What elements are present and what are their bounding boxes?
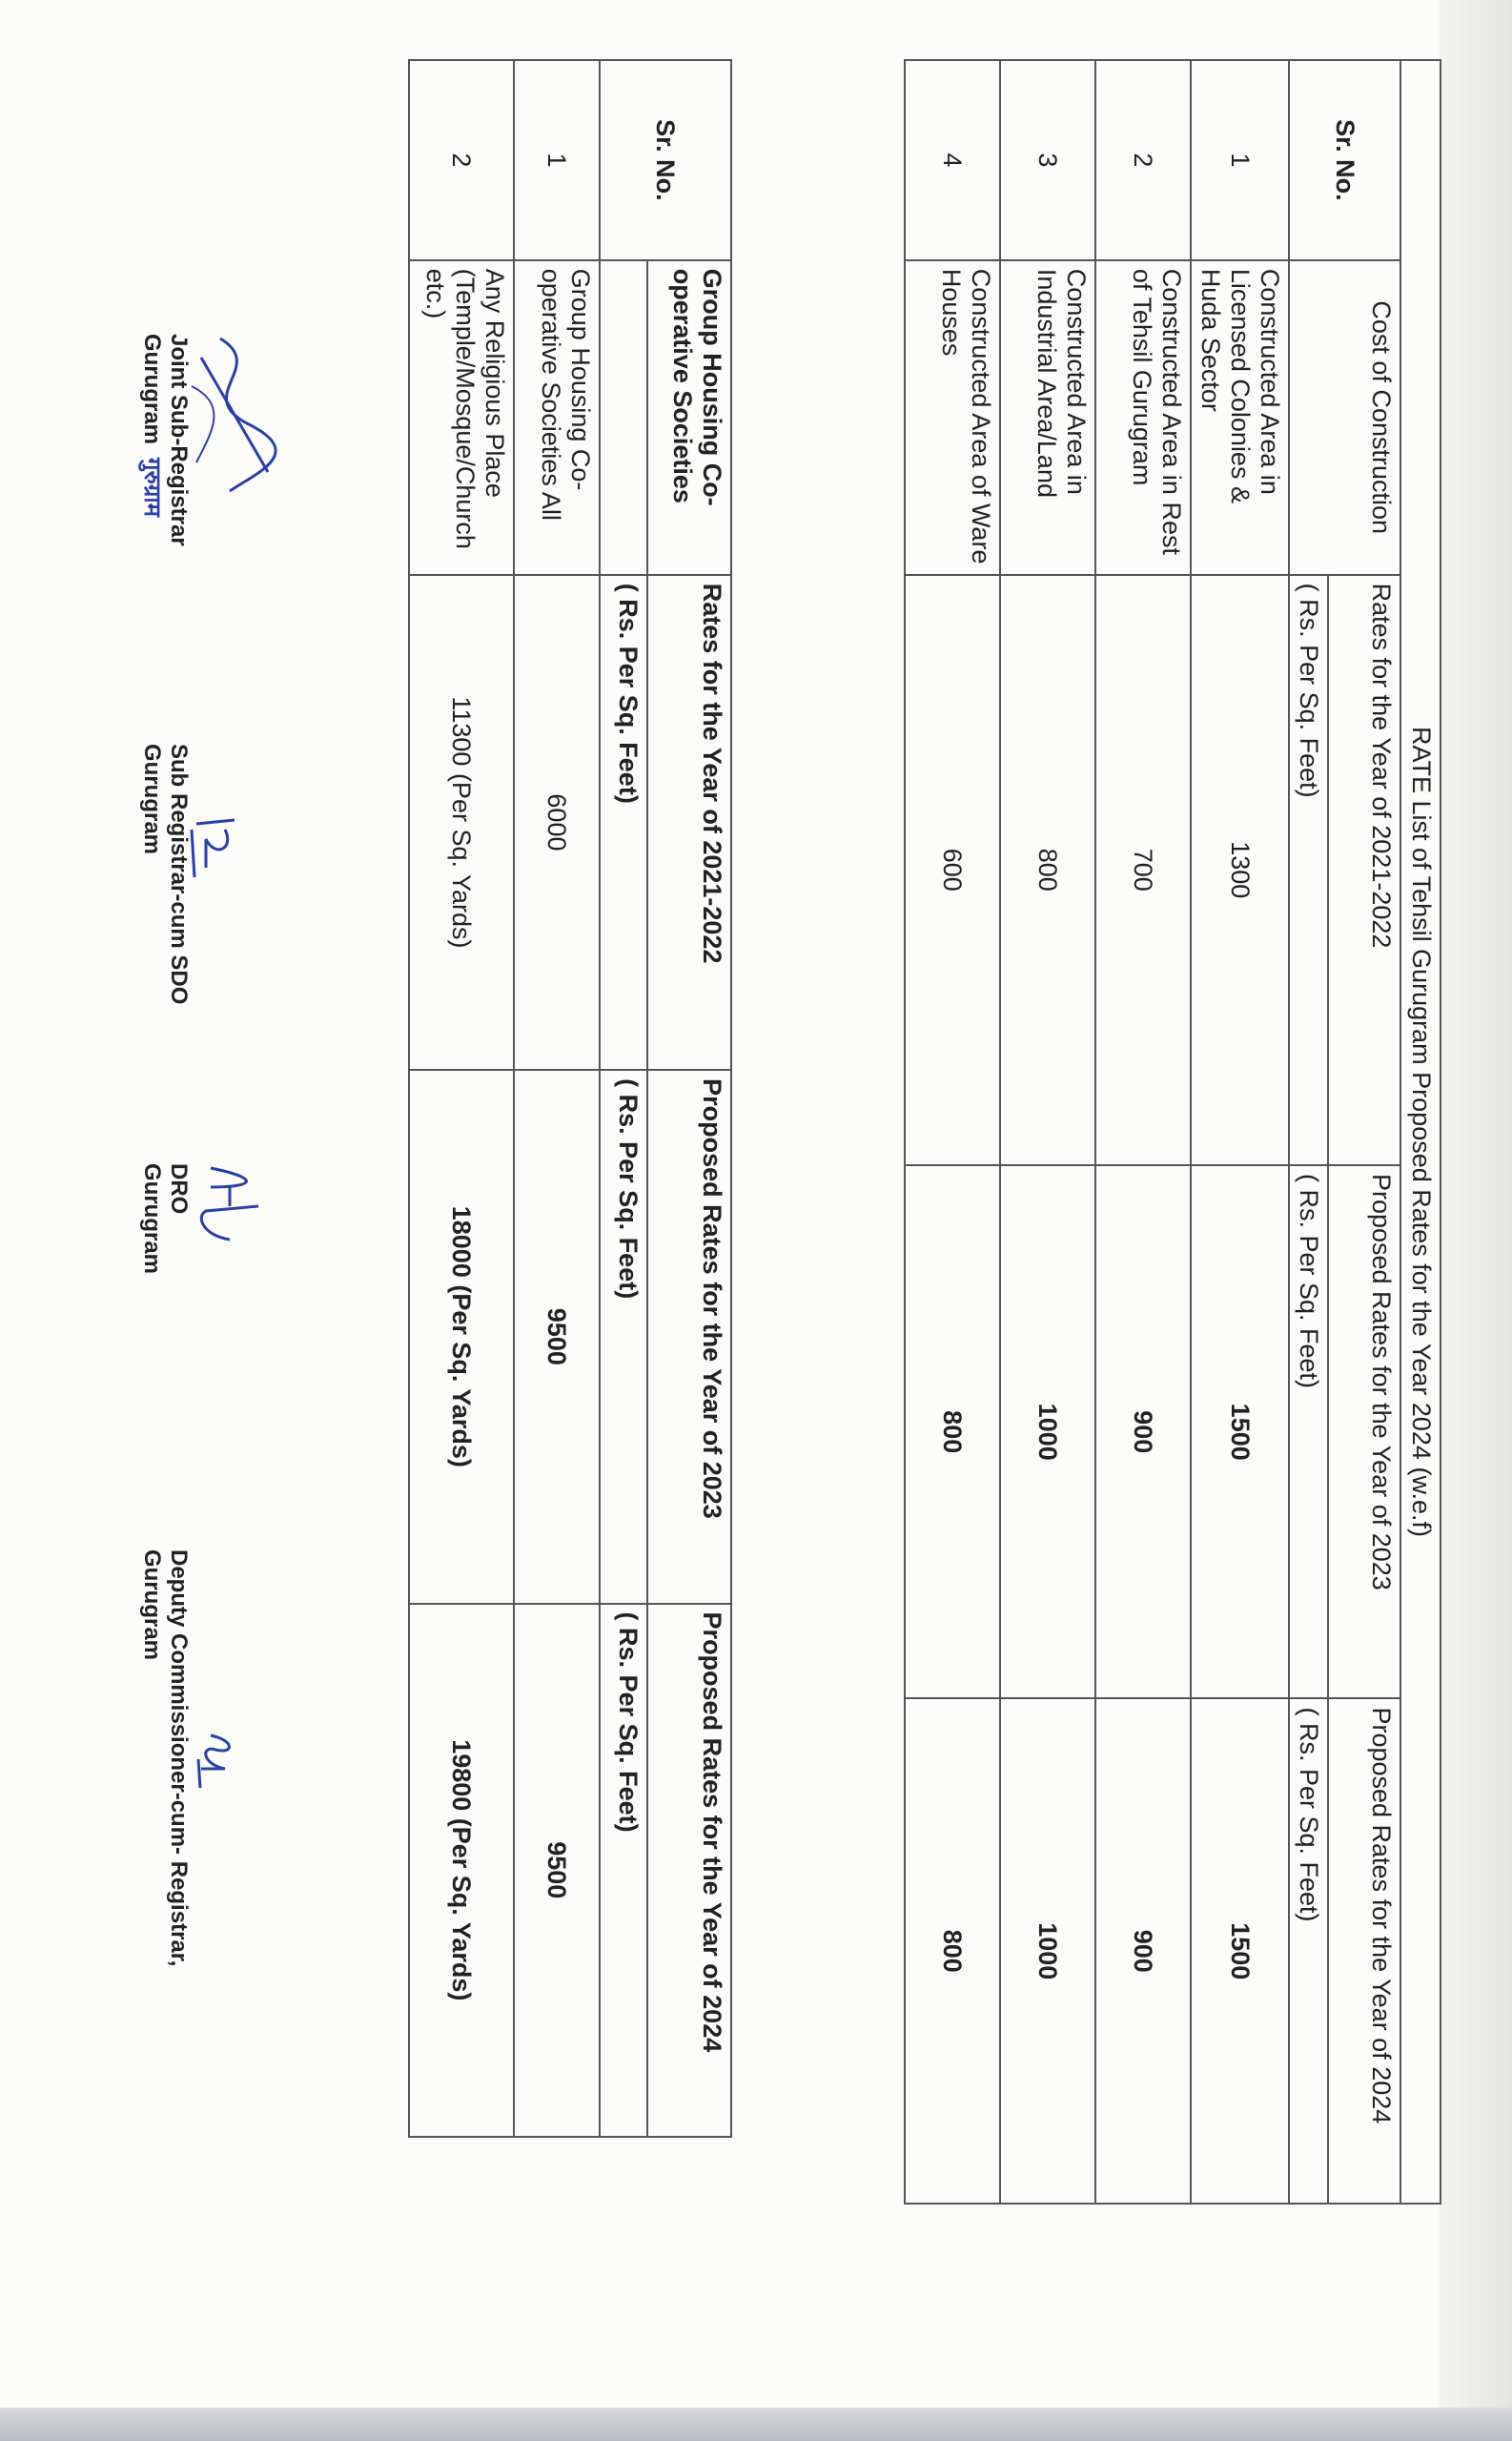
item-name: Constructed Area in Industrial Area/Land <box>1000 260 1095 575</box>
sig4-title: Deputy Commissioner-cum- Registrar, <box>166 1549 192 1967</box>
sig2-place: Gurugram <box>139 744 165 855</box>
table-row <box>409 60 514 2137</box>
table2-unit-2024: ( Rs. Per Sq. Feet) <box>600 1604 647 2137</box>
sr-no: 2 <box>1095 60 1191 260</box>
signature-dro <box>138 1163 192 1274</box>
table-row <box>1000 60 1095 2204</box>
rate-2024: 800 <box>905 1698 1000 2204</box>
rate-2023: 9500 <box>514 1070 600 1603</box>
construction-rate-table <box>904 59 1441 2205</box>
table2-unit-2022: ( Rs. Per Sq. Feet) <box>600 575 647 1070</box>
rate-2024: 900 <box>1095 1698 1191 2204</box>
table1-col2024-header: Proposed Rates for the Year of 2024 <box>1328 1698 1400 2204</box>
table-row <box>514 60 600 2137</box>
sr-no: 1 <box>514 60 600 260</box>
table1-item-header: Cost of Construction <box>1289 260 1400 575</box>
rate-2022: 700 <box>1095 575 1191 1165</box>
table1-unit-2023: ( Rs. Per Sq. Feet) <box>1289 1165 1328 1698</box>
dro-signature <box>187 1159 268 1244</box>
table2-col2022-header: Rates for the Year of 2021-2022 <box>647 575 731 1070</box>
rate-2023: 900 <box>1095 1165 1191 1698</box>
item-name: Constructed Area of Ware Houses <box>905 260 1000 575</box>
sig1-title: Joint Sub-Registrar <box>166 334 192 546</box>
table1-srno-header: Sr. No. <box>1289 60 1400 260</box>
table1-unit-2024: ( Rs. Per Sq. Feet) <box>1289 1698 1328 2204</box>
rate-2024: 1000 <box>1000 1698 1095 2204</box>
group-housing-rate-table <box>408 59 732 2138</box>
item-name: Constructed Area in Licensed Colonies & Huda Sector <box>1191 260 1289 575</box>
table2-item-header: Group Housing Co-operative Societies <box>647 260 731 575</box>
rate-2022: 600 <box>905 575 1000 1165</box>
rate-2022: 11300 (Per Sq. Yards) <box>409 575 514 1070</box>
rate-2022: 1300 <box>1191 575 1289 1165</box>
rate-2024: 9500 <box>514 1604 600 2137</box>
item-name: Any Religious Place (Temple/Mosque/Church etc.) <box>409 260 514 575</box>
table2-item-blank <box>600 260 647 575</box>
table-row <box>1191 60 1289 2204</box>
sr-no: 3 <box>1000 60 1095 260</box>
joint-sub-registrar-signature <box>177 329 287 501</box>
rate-2023: 1000 <box>1000 1165 1095 1698</box>
table1-unit-2022: ( Rs. Per Sq. Feet) <box>1289 575 1328 1165</box>
signature-sub-registrar <box>138 744 192 1004</box>
table-row <box>905 60 1000 2204</box>
table-row <box>1095 60 1191 2204</box>
table2-col2024-header: Proposed Rates for the Year of 2024 <box>647 1604 731 2137</box>
rate-2023: 800 <box>905 1165 1000 1698</box>
signature-joint-sub-registrar <box>138 334 192 546</box>
sr-no: 4 <box>905 60 1000 260</box>
sig2-title: Sub Registrar-cum SDO <box>166 744 192 1005</box>
sig1-stamp: गुरुग्राम <box>139 458 165 517</box>
sr-no: 1 <box>1191 60 1289 260</box>
sig3-title: DRO <box>166 1163 192 1215</box>
rate-2024: 1500 <box>1191 1698 1289 2204</box>
rate-2023: 1500 <box>1191 1165 1289 1698</box>
signature-deputy-commissioner <box>138 1549 192 1966</box>
sig4-place: Gurugram <box>139 1549 165 1661</box>
table1-col2023-header: Proposed Rates for the Year of 2023 <box>1328 1165 1400 1698</box>
table1-col2022-header: Rates for the Year of 2021-2022 <box>1328 575 1400 1165</box>
item-name: Group Housing Co-operative Societies All <box>514 260 600 575</box>
deputy-commissioner-signature <box>192 1726 244 1793</box>
table1-title: RATE List of Tehsil Gurugram Proposed Rates for the Year 2024 (w.e.f) <box>1400 60 1440 2204</box>
rate-2024: 19800 (Per Sq. Yards) <box>409 1604 514 2137</box>
sr-no: 2 <box>409 60 514 260</box>
sig1-place: Gurugram <box>139 334 165 445</box>
item-name: Constructed Area in Rest of Tehsil Gurugram <box>1095 260 1191 575</box>
sig3-place: Gurugram <box>139 1163 165 1275</box>
rate-2023: 18000 (Per Sq. Yards) <box>409 1070 514 1603</box>
table2-srno-header: Sr. No. <box>600 60 731 260</box>
table2-col2023-header: Proposed Rates for the Year of 2023 <box>647 1070 731 1603</box>
rate-2022: 6000 <box>514 575 600 1070</box>
table2-unit-2023: ( Rs. Per Sq. Feet) <box>600 1070 647 1603</box>
rate-2022: 800 <box>1000 575 1095 1165</box>
